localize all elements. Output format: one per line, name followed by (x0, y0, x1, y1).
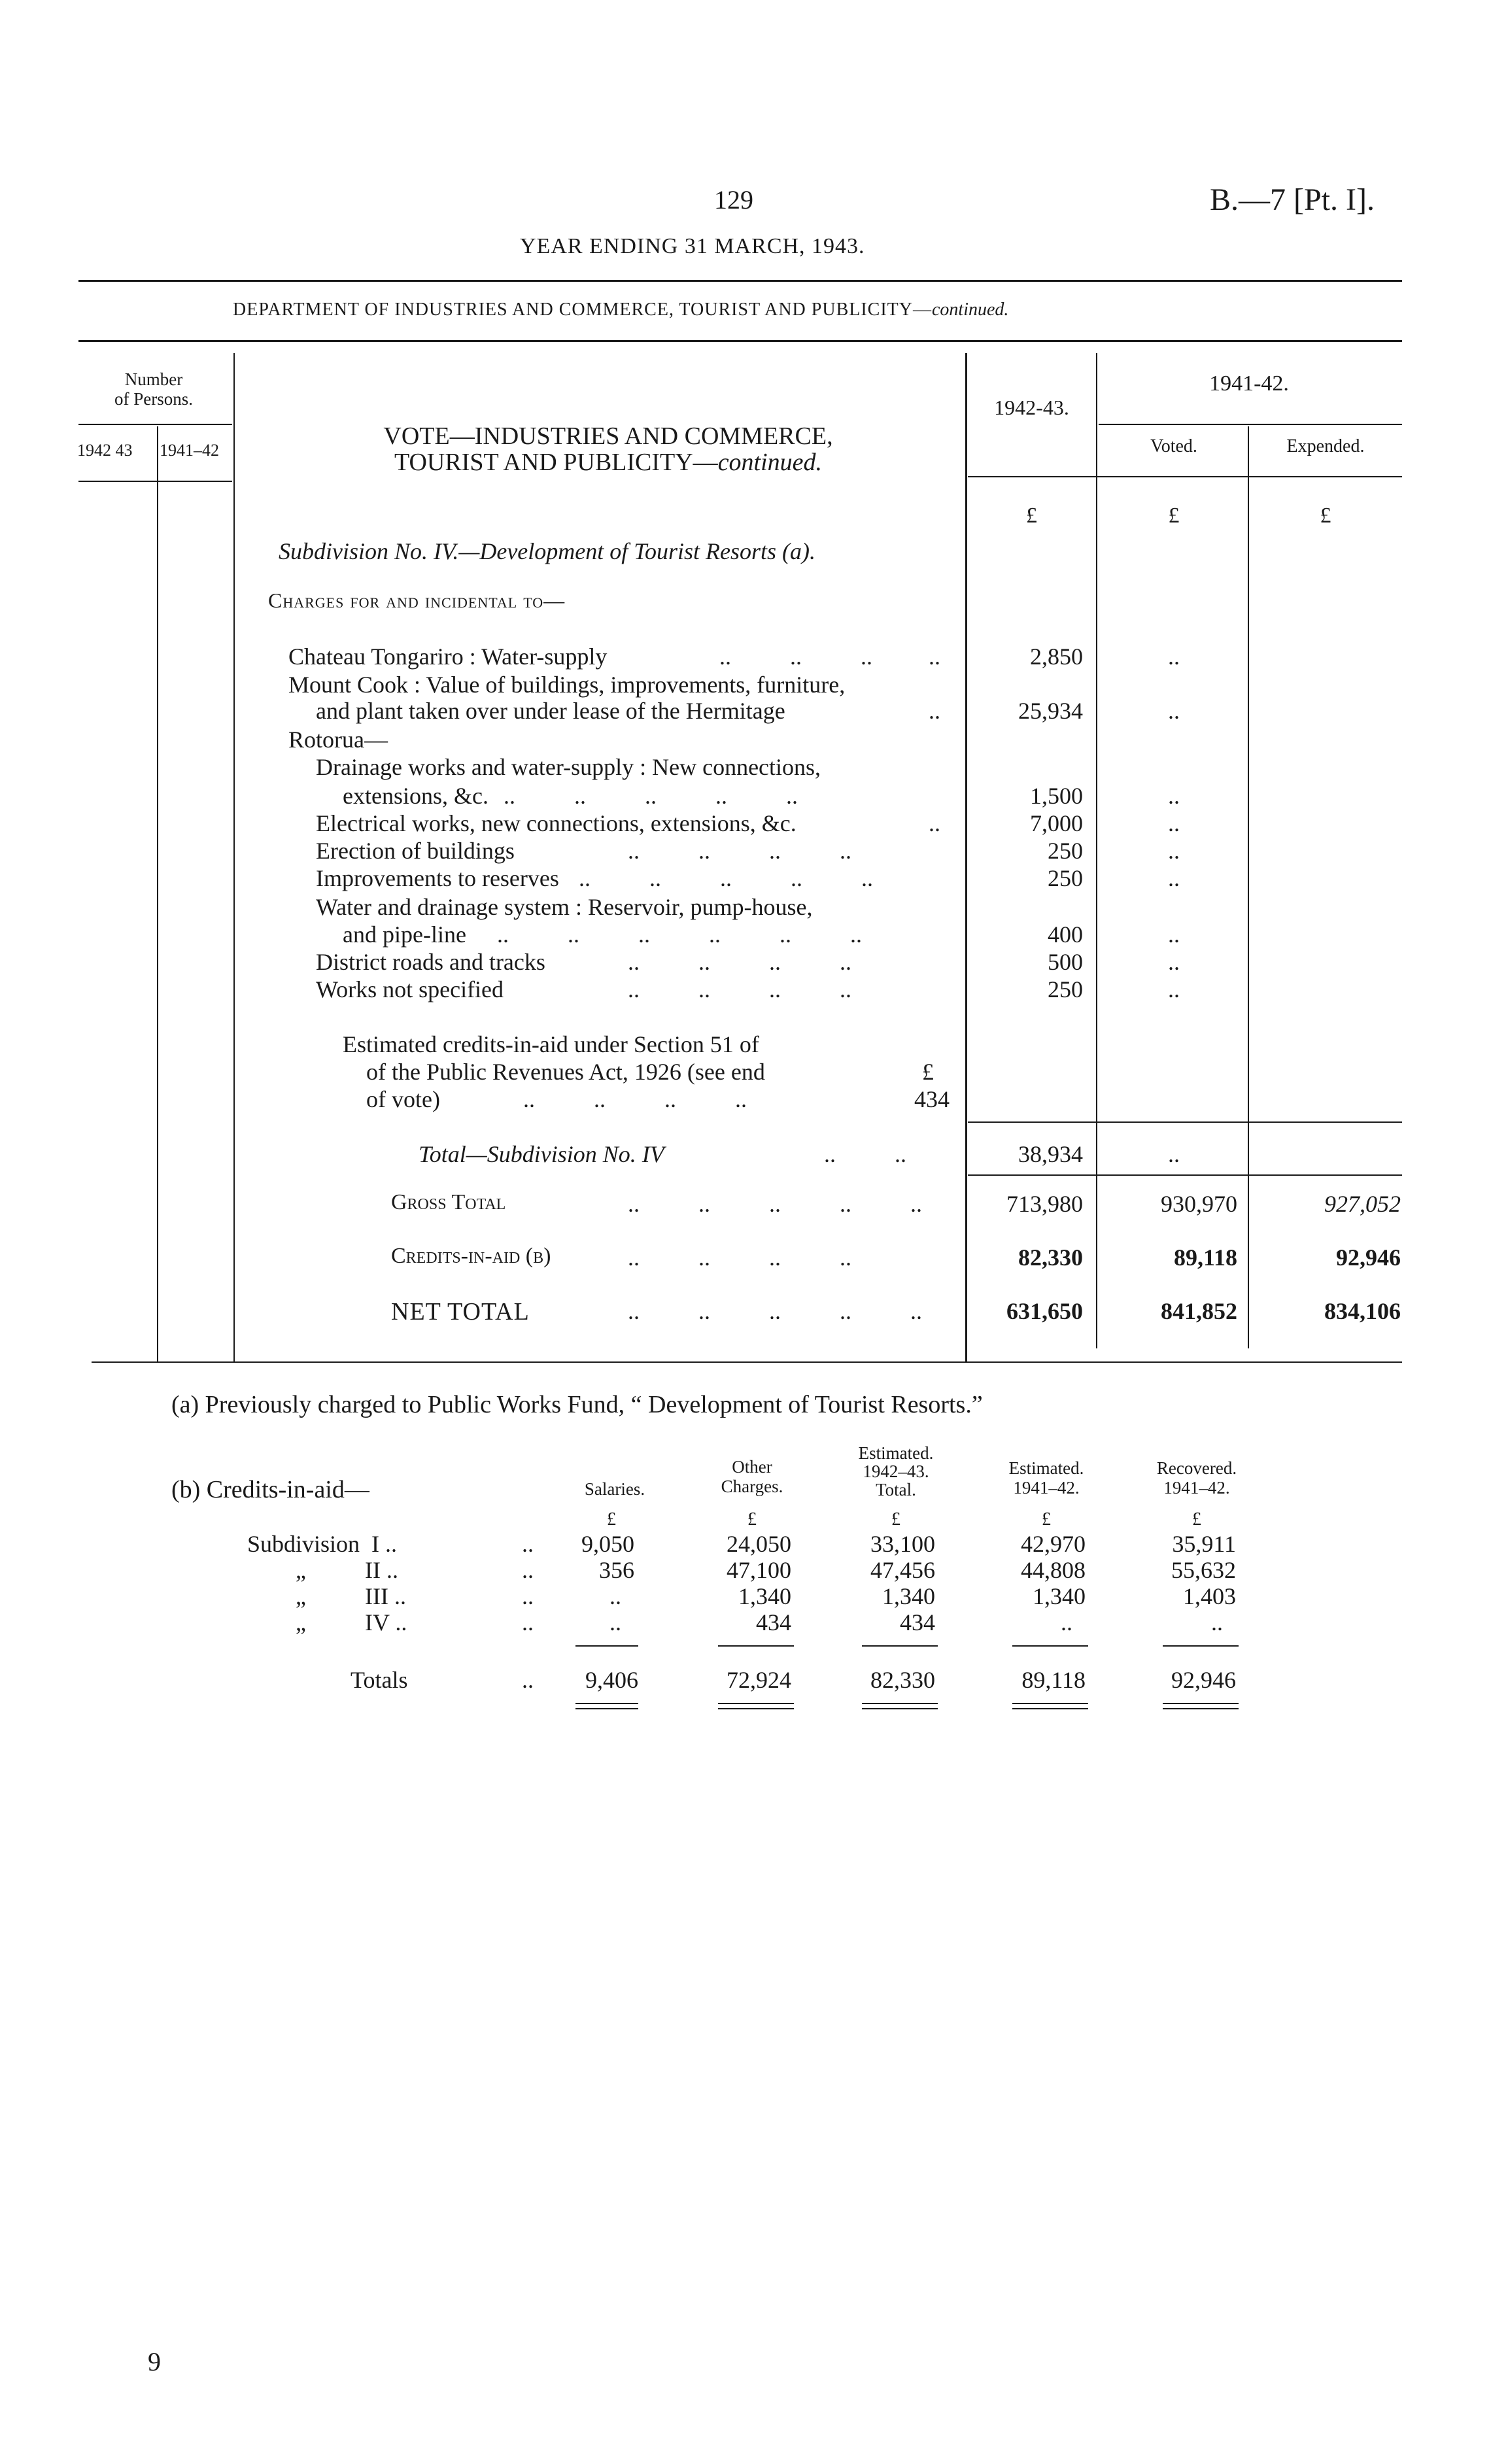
gross-total-label: Gross Total (391, 1190, 506, 1214)
credits-note-line-3: of vote) (366, 1086, 440, 1112)
vrule-estimate (1096, 353, 1097, 1348)
credits-double-rule-other (718, 1703, 794, 1704)
item-water-voted: .. (1168, 921, 1180, 948)
rule-1941-42 (1099, 424, 1402, 425)
item-improvements-voted: .. (1168, 865, 1180, 891)
subdivision-total-voted: .. (1168, 1141, 1180, 1167)
credits-row-other: 47,100 (727, 1557, 791, 1583)
document-reference: B.—7 [Pt. I]. (1210, 182, 1375, 217)
item-drainage-dots: .. .. .. .. .. (504, 783, 798, 809)
vote-title-suffix: continued. (717, 449, 823, 476)
credits-totals-est-1941: 89,118 (1021, 1667, 1086, 1693)
credits-currency-total: £ (891, 1509, 900, 1530)
item-chateau-dots: .. .. .. (719, 643, 872, 670)
credits-double-rule-salaries (575, 1703, 638, 1704)
rule-top (78, 280, 1402, 282)
credits-currency-other: £ (747, 1509, 757, 1530)
item-improvements-dots: .. .. .. .. .. (579, 865, 873, 891)
charges-heading: Charges for and incidental to— (268, 589, 566, 612)
item-mount-cook-line-2: and plant taken over under lease of the Hermitage (316, 698, 785, 724)
item-chateau-lead: .. (929, 643, 940, 670)
credits-row-label: Subdivision I .. (247, 1531, 398, 1557)
credits-row-recovered: 1,403 (1183, 1583, 1236, 1609)
subdivision-title: Subdivision No. IV.—Development of Tourist Resorts (a). (279, 538, 815, 564)
item-mount-cook-dots: .. (929, 698, 940, 724)
credits-row-dots: .. (522, 1557, 534, 1583)
credits-header-est-total-1: Estimated. (858, 1443, 934, 1463)
department-title-suffix: continued. (932, 299, 1009, 320)
credits-row-other: 1,340 (738, 1583, 791, 1609)
credits-currency-est-1941: £ (1042, 1509, 1051, 1530)
credits-rule-other (718, 1645, 794, 1647)
currency-expended: £ (1320, 504, 1331, 528)
credits-note-currency: £ (922, 1059, 934, 1085)
item-mount-cook-line-1: Mount Cook : Value of buildings, improvements, furniture, (288, 672, 846, 698)
credits-header-recovered (1138, 1458, 1256, 1497)
item-mount-cook-voted: .. (1168, 698, 1180, 724)
credits-header-est-total (837, 1444, 955, 1499)
item-rotorua: Rotorua— (288, 727, 388, 753)
persons-label-line-2: of Persons. (114, 389, 193, 409)
subdivision-total-value: 38,934 (1018, 1141, 1083, 1167)
vote-title (242, 423, 974, 475)
credits-row-total: 1,340 (882, 1583, 935, 1609)
credits-totals-salaries: 9,406 (585, 1667, 638, 1693)
credits-header-recovered-2: 1941–42. (1163, 1478, 1230, 1497)
credits-totals-other: 72,924 (727, 1667, 791, 1693)
rule-header-bottom (968, 476, 1402, 477)
item-improvements-value: 250 (1048, 865, 1083, 891)
item-electrical: Electrical works, new connections, extensions, &c. (316, 810, 797, 836)
gross-total-expended: 927,052 (1324, 1191, 1401, 1217)
credits-totals-recovered: 92,946 (1171, 1667, 1236, 1693)
vote-title-line-1: VOTE—INDUSTRIES AND COMMERCE, (383, 422, 833, 450)
credits-note-line-2: of the Public Revenues Act, 1926 (see end (366, 1059, 765, 1085)
credits-row-est-1941: 42,970 (1021, 1531, 1086, 1557)
item-chateau: Chateau Tongariro : Water-supply (288, 643, 608, 670)
department-title (233, 299, 1008, 320)
vrule-persons-inner (157, 426, 158, 1361)
year-heading: YEAR ENDING 31 MARCH, 1943. (520, 234, 865, 258)
credits-row-total: 47,456 (870, 1557, 935, 1583)
credits-header-est-total-2: 1942–43. (863, 1462, 929, 1481)
net-total-value: 631,650 (1006, 1298, 1083, 1324)
credits-row-salaries: 9,050 (581, 1531, 634, 1557)
credits-row-total: 434 (900, 1609, 935, 1635)
credits-double-rule-other-2 (718, 1708, 794, 1709)
item-works-dots: .. .. .. .. (628, 976, 851, 1002)
credits-row-other: 434 (756, 1609, 791, 1635)
net-total-expended: 834,106 (1324, 1298, 1401, 1324)
credits-header-other-2: Charges. (721, 1477, 783, 1496)
credits-row-label: „ II .. (296, 1557, 398, 1583)
item-roads-dots: .. .. .. .. (628, 949, 851, 975)
credits-currency-salaries: £ (607, 1509, 616, 1530)
credits-row-other: 24,050 (727, 1531, 791, 1557)
item-works-voted: .. (1168, 976, 1180, 1002)
net-total-dots: .. .. .. .. .. (628, 1298, 922, 1324)
credits-header-salaries: Salaries. (584, 1479, 645, 1499)
item-water-line-2: and pipe-line (343, 921, 466, 948)
credits-row-label: „ III .. (296, 1583, 406, 1609)
credits-rule-recovered (1163, 1645, 1239, 1647)
item-erection: Erection of buildings (316, 838, 515, 864)
credits-double-rule-total-2 (862, 1708, 938, 1709)
item-erection-value: 250 (1048, 838, 1083, 864)
credits-header-est-total-3: Total. (876, 1480, 916, 1499)
currency-estimate: £ (1026, 504, 1037, 528)
sheet-number: 9 (148, 2347, 161, 2376)
credits-row-recovered: 55,632 (1171, 1557, 1236, 1583)
item-improvements: Improvements to reserves (316, 865, 559, 891)
credits-totals-dots: .. (522, 1667, 534, 1693)
credits-header-est-1941 (987, 1458, 1105, 1497)
credits-header-est-1941-2: 1941–42. (1013, 1478, 1080, 1497)
credits-header-other-1: Other (732, 1457, 772, 1477)
credits-in-aid-dots: .. .. .. .. (628, 1244, 851, 1271)
rule-subtotal-top (968, 1121, 1402, 1123)
credits-rule-total (862, 1645, 938, 1647)
item-roads-value: 500 (1048, 949, 1083, 975)
credits-double-rule-total (862, 1703, 938, 1704)
credits-in-aid-expended: 92,946 (1336, 1244, 1401, 1271)
credits-header-est-1941-1: Estimated. (1008, 1458, 1084, 1478)
credits-row-est-1941: .. (1061, 1609, 1072, 1635)
credits-note-value: 434 (914, 1086, 950, 1112)
credits-row-total: 33,100 (870, 1531, 935, 1557)
credits-double-rule-recovered (1163, 1703, 1239, 1704)
credits-row-dots: .. (522, 1531, 534, 1557)
credits-row-est-1941: 1,340 (1033, 1583, 1086, 1609)
credits-row-salaries: .. (609, 1583, 621, 1609)
item-chateau-value: 2,850 (1030, 643, 1083, 670)
item-drainage-voted: .. (1168, 783, 1180, 809)
net-total-label: NET TOTAL (391, 1298, 530, 1326)
credits-in-aid-label: Credits-in-aid (b) (391, 1244, 551, 1268)
item-erection-voted: .. (1168, 838, 1180, 864)
item-electrical-voted: .. (1168, 810, 1180, 836)
credits-in-aid-voted: 89,118 (1173, 1244, 1237, 1271)
rule-table-top (78, 340, 1402, 342)
credits-double-rule-est-1941 (1012, 1703, 1088, 1704)
gross-total-voted: 930,970 (1161, 1191, 1237, 1217)
credits-row-est-1941: 44,808 (1021, 1557, 1086, 1583)
net-total-voted: 841,852 (1161, 1298, 1237, 1324)
gross-total-dots: .. .. .. .. .. (628, 1191, 922, 1217)
item-chateau-voted: .. (1168, 643, 1180, 670)
gross-total-value: 713,980 (1006, 1191, 1083, 1217)
item-works-value: 250 (1048, 976, 1083, 1002)
item-roads: District roads and tracks (316, 949, 545, 975)
credits-currency-recovered: £ (1192, 1509, 1201, 1530)
vote-title-line-2-text: TOURIST AND PUBLICITY— (394, 449, 718, 476)
credits-totals-total: 82,330 (870, 1667, 935, 1693)
credits-row-recovered: 35,911 (1172, 1531, 1236, 1557)
credits-rule-salaries (575, 1645, 638, 1647)
rule-persons-sub (78, 481, 232, 482)
item-drainage-line-1: Drainage works and water-supply : New connections, (316, 754, 821, 780)
credits-header-recovered-1: Recovered. (1156, 1458, 1237, 1478)
credits-row-label: „ IV .. (296, 1609, 407, 1635)
item-water-value: 400 (1048, 921, 1083, 948)
item-electrical-dots: .. (929, 810, 940, 836)
credits-double-rule-recovered-2 (1163, 1708, 1239, 1709)
credits-in-aid-value: 82,330 (1018, 1244, 1083, 1271)
rule-persons-header (78, 424, 232, 425)
item-electrical-value: 7,000 (1030, 810, 1083, 836)
col-voted: Voted. (1150, 436, 1197, 456)
credits-double-rule-est-1941-2 (1012, 1708, 1088, 1709)
credits-row-salaries: 356 (599, 1557, 634, 1583)
credits-row-recovered: .. (1211, 1609, 1223, 1635)
item-mount-cook-value: 25,934 (1018, 698, 1083, 724)
persons-label-line-1: Number (124, 369, 183, 389)
col-persons-1941-42: 1941–42 (160, 441, 219, 460)
credits-header-other (693, 1457, 811, 1496)
rule-table-bottom (92, 1361, 1402, 1363)
vrule-desc (965, 353, 967, 1361)
vote-title-line-2 (242, 449, 974, 475)
rule-gross-top (968, 1174, 1402, 1176)
subdivision-total-label: Total—Subdivision No. IV (419, 1141, 664, 1167)
vrule-persons (233, 353, 235, 1361)
credits-rule-est-1941 (1012, 1645, 1088, 1647)
credits-note-dots: .. .. .. .. (523, 1086, 747, 1112)
col-1941-42: 1941-42. (1209, 371, 1289, 396)
persons-label (72, 369, 235, 409)
footnote-b-label: (b) Credits-in-aid— (171, 1476, 369, 1503)
credits-row-dots: .. (522, 1583, 534, 1609)
credits-totals-label: Totals (351, 1667, 408, 1693)
col-expended: Expended. (1286, 436, 1365, 456)
footnote-a: (a) Previously charged to Public Works Fund, “ Development of Tourist Resorts.” (171, 1391, 983, 1418)
subdivision-total-dots: .. .. (824, 1141, 906, 1167)
credits-row-salaries: .. (609, 1609, 621, 1635)
credits-double-rule-salaries-2 (575, 1708, 638, 1709)
item-water-line-1: Water and drainage system : Reservoir, pump-house, (316, 894, 813, 920)
col-persons-1942-43: 1942 43 (77, 441, 133, 460)
currency-voted: £ (1168, 504, 1180, 528)
col-estimate-1942-43: 1942-43. (994, 396, 1069, 419)
item-erection-dots: .. .. .. .. (628, 838, 851, 864)
item-drainage-value: 1,500 (1030, 783, 1083, 809)
item-water-dots: .. .. .. .. .. .. (497, 921, 862, 948)
item-works: Works not specified (316, 976, 504, 1002)
item-drainage-line-2: extensions, &c. (343, 783, 488, 809)
page-number: 129 (714, 185, 753, 214)
department-title-text: DEPARTMENT OF INDUSTRIES AND COMMERCE, TOURIST AND PUBLICITY— (233, 299, 932, 320)
credits-row-dots: .. (522, 1609, 534, 1635)
credits-note-line-1: Estimated credits-in-aid under Section 51 of (343, 1031, 759, 1057)
item-roads-voted: .. (1168, 949, 1180, 975)
